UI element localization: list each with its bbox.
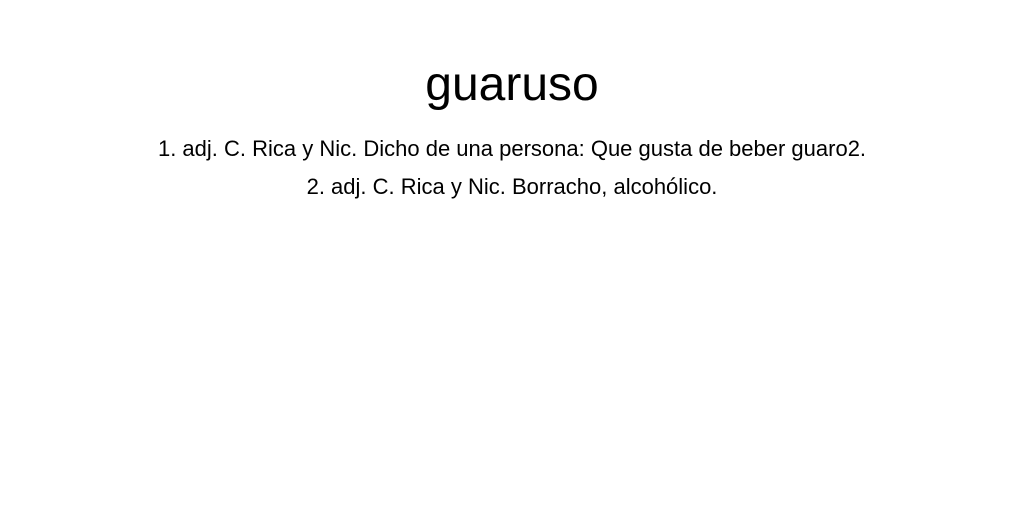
definition-item: 2. adj. C. Rica y Nic. Borracho, alcohólico.: [306, 174, 718, 199]
definition-item: 1. adj. C. Rica y Nic. Dicho de una persona: Que gusta de beber guaro2.: [157, 136, 867, 161]
entry-headword: guaruso: [425, 58, 599, 111]
definition-list: [0, 130, 1024, 206]
